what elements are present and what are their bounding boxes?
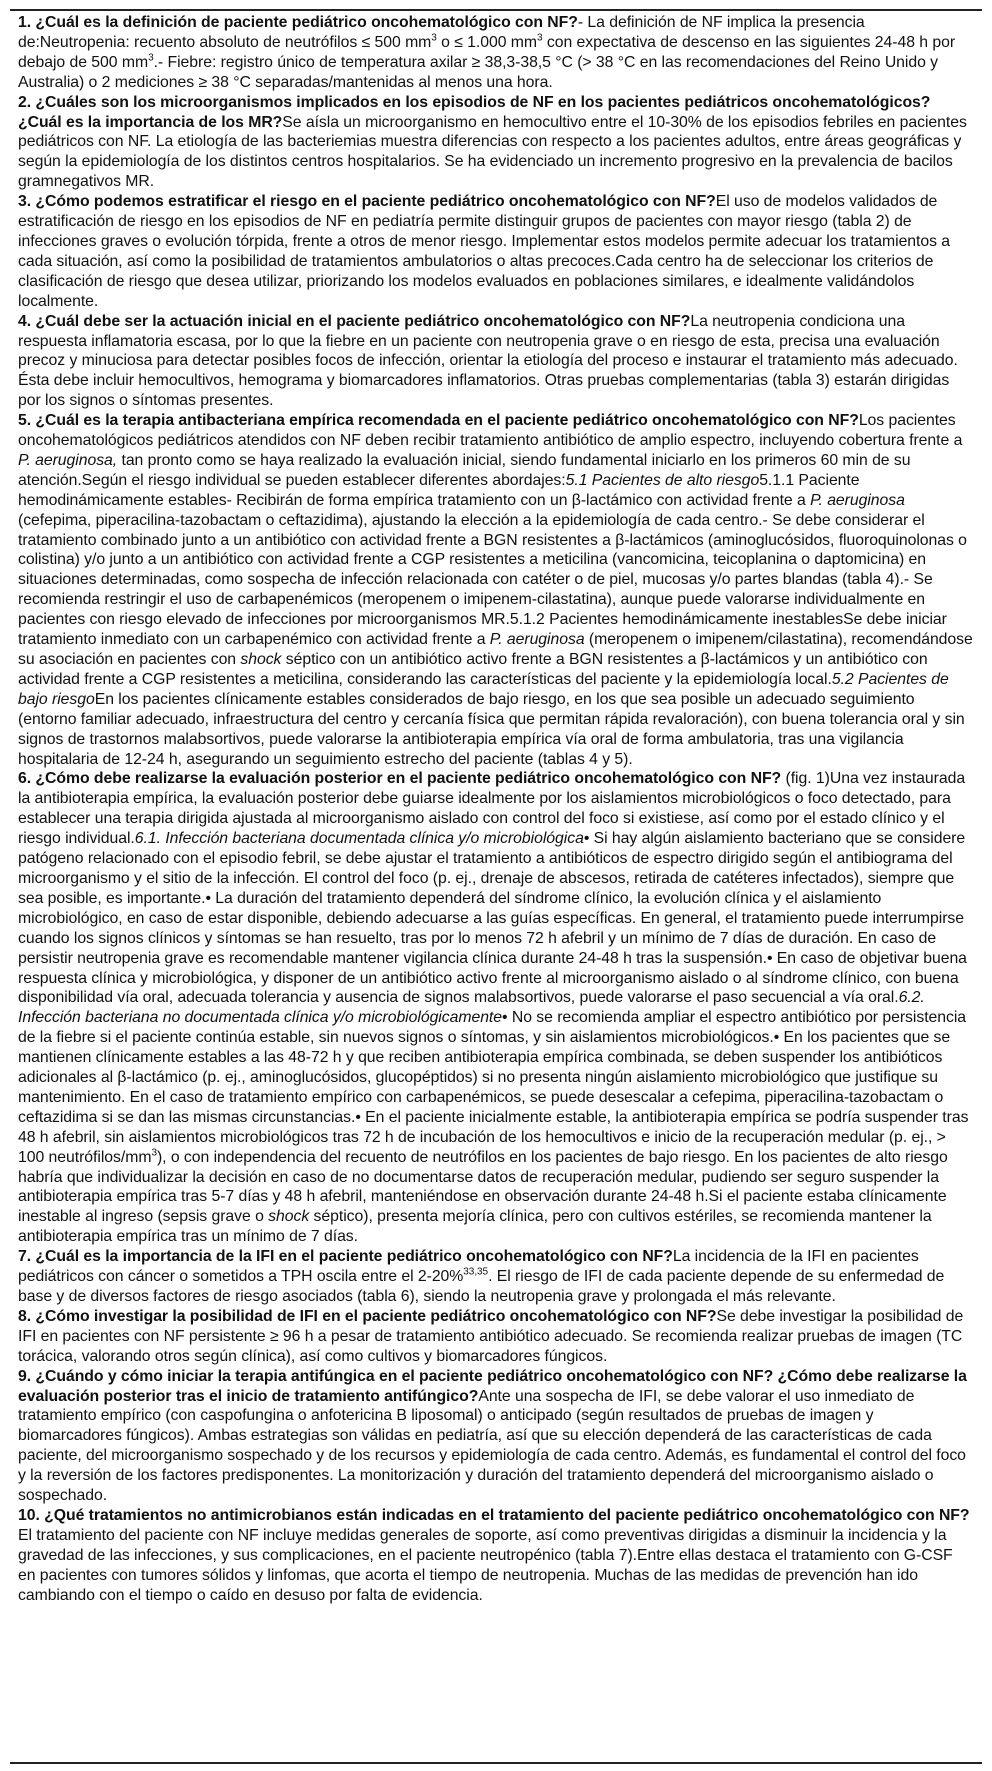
faq-question: 6. ¿Cómo debe realizarse la evaluación posterior en el paciente pediátrico oncohematológico con NF? — [18, 770, 782, 788]
faq-table — [10, 9, 982, 1764]
faq-item — [18, 312, 974, 412]
answer-text: Se debe investigar la posibilidad de IFI en pacientes con NF persistente ≥ 96 h a pesar de tratamiento antibiótico adecuado. Se recomienda realizar pruebas de imagen (TC torácica, valorando otros según clínica), así como cultivos y biomarcadores fúngicos. — [18, 1307, 964, 1365]
faq-item — [18, 13, 974, 93]
answer-text: La incidencia de la IFI en pacientes pediátricos con cáncer o sometidos a TPH oscila entre el 2-20% — [18, 1248, 919, 1286]
answer-italic-text: P. aeruginosa — [810, 491, 905, 509]
faq-question: 7. ¿Cuál es la importancia de la IFI en el paciente pediátrico oncohematológico con NF? — [18, 1248, 673, 1266]
answer-italic-text: 5.2 Pacientes de bajo riesgo — [18, 670, 949, 708]
faq-question: 3. ¿Cómo podemos estratificar el riesgo en el paciente pediátrico oncohematológico con NF? — [18, 193, 716, 211]
answer-text: (fig. 1)Una vez instaurada la antibioterapia empírica, la evaluación posterior debe guiarse idealmente por los aislamientos microbiológicos o foco detectado, para establecer una terapia dirigida ajustada al microorganismo aislado con control del foco si existiese, así como por el estado clínico y el riesgo individual. — [18, 770, 966, 848]
answer-text: .- Fiebre: registro único de temperatura axilar ≥ 38,3-38,5 °C (> 38 °C en las recomendaciones del Reino Unido y Australia) o 2 mediciones ≥ 38 °C separadas/mantenidas al menos una hora. — [18, 53, 939, 91]
answer-text: (cefepima, piperacilina-tazobactam o ceftazidima), ajustando la elección a la epidemiología de cada centro.- Se debe considerar el tratamiento combinado junto a un antibiótico con actividad frente a BGN resistentes a β-lactámicos (aminoglucósidos, fluoroquinolonas o colistina) y/o junto a un antibiótico con actividad frente a CGP resistentes a meticilina (vancomicina, teicoplanina o daptomicina) en situaciones determinadas, como sospecha de infección relacionada con catéter o de piel, mucosas y/o partes blandas (tabla 4).- Se recomienda restringir el uso de carbapenémicos (meropenem o imipenem-cilastatina), aunque puede valorarse individualmente en pacientes con riesgo elevado de infecciones por microorganismos MR.5.1.2 Pacientes hemodinámicamente inestablesSe debe iniciar tratamiento inmediato con un carbapenémico con actividad frente a — [18, 511, 967, 649]
superscript: 3 — [148, 52, 154, 64]
answer-text: tan pronto como se haya realizado la evaluación inicial, siendo fundamental iniciarlo en los primeros 60 min de su atención.Según el riesgo individual se pueden establecer diferentes abordajes: — [18, 451, 911, 489]
faq-item — [18, 1247, 974, 1307]
answer-text: En los pacientes clínicamente estables considerados de bajo riesgo, en los que sea posible un adecuado seguimiento (entorno familiar adecuado, infraestructura del centro y cercanía física que permitan rápida revaloración), con buena tolerancia oral y sin signos de trastornos malabsortivos, puede valorarse la antibioterapia empírica vía oral de forma ambulatoria, tras una vigilancia hospitalaria de 12-24 h, asegurando un seguimiento estrecho del paciente (tablas 4 y 5). — [18, 690, 965, 768]
answer-text: séptico con un antibiótico activo frente a BGN resistentes a β-lactámicos y un antibiótico con actividad frente a CGP resistentes a meticilina, considerando las características del paciente y la epidemiología local. — [18, 651, 928, 688]
answer-italic-text: 6.2. Infección bacteriana no documentada clínica y/o microbiológicamente — [18, 989, 925, 1027]
answer-text: séptico), presenta mejoría clínica, pero con cultivos estériles, se recomienda mantener la antibioterapia empírica tras un mínimo de 7 días. — [18, 1208, 932, 1246]
faq-question: 10. ¿Qué tratamientos no antimicrobianos están indicadas en el tratamiento del paciente pediátrico oncohematológico con NF? — [18, 1506, 970, 1524]
answer-italic-text: P. aeruginosa, — [18, 451, 118, 469]
faq-question: 4. ¿Cuál debe ser la actuación inicial en el paciente pediátrico oncohematológico con NF? — [18, 312, 691, 330]
answer-text: El uso de modelos validados de estratificación de riesgo en los episodios de NF en pediatría permite distinguir grupos de pacientes con mayor riesgo (tabla 2) de infecciones graves o evolución tórpida, frente a otros de menor riesgo. Implementar estos modelos permite adecuar los tratamientos a cada situación, así como la posibilidad de tratamientos ambulatorios o altas precoces.Cada centro ha de seleccionar los criterios de clasificación de riesgo que desea utilizar, priorizando los modelos evaluados en poblaciones similares, e idealmente validándolos localmente. — [18, 193, 951, 310]
faq-question: 9. ¿Cuándo y cómo iniciar la terapia antifúngica en el paciente pediátrico oncohematológico con NF? ¿Cómo debe realizarse la evaluación posterior tras el inicio de tratamiento antifúngico? — [18, 1367, 967, 1405]
faq-item — [18, 1506, 974, 1606]
answer-italic-text: 5.1 Pacientes de alto riesgo — [565, 471, 760, 489]
answer-text: Los pacientes oncohematológicos pediátricos atendidos con NF deben recibir tratamiento antibiótico de amplio espectro, incluyendo cobertura frente a — [18, 412, 963, 450]
answer-text: • Si hay algún aislamiento bacteriano que se considere patógeno relacionado con el episodio febril, se debe ajustar el tratamiento a antibióticos de espectro dirigido según el antibiograma del microorganismo y el sitio de la infección. El control del foco (p. ej., drenaje de abscesos, retirada de catéteres infectados), siempre que sea posible, es importante.• La duración del tratamiento dependerá del síndrome clínico, la evolución clínica y el aislamiento microbiológico, en caso de estar disponible, debiendo adecuarse a las guías específicas. En general, el tratamiento puede interrumpirse cuando los signos clínicos y síntomas se han resuelto, tras por lo menos 72 h afebril y un mínimo de 7 días de duración. En caso de persistir neutropenia grave es recomendable mantener vigilancia clínica durante 24-48 h tras la suspensión.• En caso de objetivar buena respuesta clínica y microbiológica, y disponer de un antibiótico activo frente al microorganismo aislado o al síndrome clínico, con buena disponibilidad vía oral, adecuada tolerancia y ausencia de signos malabsortivos, puede valorarse el paso secuencial a vía oral. — [18, 830, 967, 1007]
answer-text: Se aísla un microorganismo en hemocultivo entre el 10-30% de los episodios febriles en pacientes pediátricos con NF. La etiología de las bacteriemias muestra diferencias con respecto a los pacientes adultos, entre áreas geográficas y según la epidemiología de los distintos centros hospitalarios. Se ha evidenciado un incremento progresivo en la prevalencia de bacilos gramnegativos MR. — [18, 113, 967, 191]
faq-item — [18, 411, 974, 769]
answer-text: - La definición de NF implica la presencia de:Neutropenia: recuento absoluto de neutrófilos ≤ 500 mm — [18, 14, 865, 51]
faq-list — [10, 11, 982, 1606]
superscript: 3 — [537, 32, 543, 44]
answer-text: La neutropenia condiciona una respuesta inflamatoria escasa, por lo que la fiebre en un paciente con neutropenia grave o en riesgo de esta, precisa una evaluación precoz y minuciosa para detectar posibles focos de infección, orientar la etiología del proceso e instaurar el tratamiento más adecuado. Ésta debe incluir hemocultivos, hemograma y biomarcadores inflamatorios. Otras pruebas complementarias (tabla 3) estarán dirigidas por los signos o síntomas presentes. — [18, 312, 958, 410]
superscript: 3 — [151, 1147, 157, 1159]
superscript: 33,35 — [463, 1266, 489, 1278]
faq-question: 1. ¿Cuál es la definición de paciente pediátrico oncohematológico con NF? — [18, 14, 578, 31]
answer-text: ), o con independencia del recuento de neutrófilos en los pacientes de bajo riesgo. En los pacientes de alto riesgo habría que individualizar la decisión en caso de no documentarse datos de recuperación medular, pudiendo ser seguro suspender la antibioterapia empírica tras 5-7 días y 48 h afebril, manteniéndose en observación durante 24-48 h.Si el paciente estaba clínicamente inestable al ingreso (sepsis grave o — [18, 1148, 948, 1226]
faq-item — [18, 93, 974, 193]
faq-item — [18, 1367, 974, 1506]
answer-text: . El riesgo de IFI de cada paciente depende de su enfermedad de base y de diversos factores de riesgo asociados (tabla 6), siendo la neutropenia grave y prolongada el más relevante. — [18, 1268, 945, 1305]
faq-question: 2. ¿Cuáles son los microorganismos implicados en los episodios de NF en los pacientes pediátricos oncohematológicos? ¿Cuál es la importancia de los MR? — [18, 93, 931, 131]
faq-item — [18, 192, 974, 311]
answer-text: Ante una sospecha de IFI, se debe valorar el uso inmediato de tratamiento empírico (con caspofungina o anfotericina B liposomal) o anticipado (según resultados de pruebas de imagen y biomarcadores fúngicos). Ambas estrategias son válidas en pediatría, así que su elección dependerá de las características de cada paciente, del microorganismo sospechado y de los recursos y epidemiología de cada centro. Además, es fundamental el control del foco y la reversión de los factores predisponentes. La monitorización y duración del tratamiento dependerá del microorganismo aislado o sospechado. — [18, 1387, 966, 1505]
answer-italic-text: shock — [268, 1208, 310, 1226]
faq-item — [18, 1307, 974, 1367]
answer-text: con expectativa de descenso en las siguientes 24-48 h por debajo de 500 mm — [18, 33, 956, 71]
answer-text: 5.1.1 Paciente hemodinámicamente estables- Recibirán de forma empírica tratamiento con un β-lactámico con actividad frente a — [18, 471, 860, 509]
answer-italic-text: 6.1. Infección bacteriana documentada clínica y/o microbiológica — [134, 830, 584, 848]
answer-text: • No se recomienda ampliar el espectro antibiótico por persistencia de la fiebre si el paciente continúa estable, sin nuevos signos o síntomas, y sin aislamientos microbiológicos.• En los pacientes que se mantienen clínicamente estables a las 48-72 h y que reciben antibioterapia empírica combinada, se deben suspender los antibióticos adicionales al β-lactámico (p. ej., aminoglucósidos, glucopéptidos) si no presenta ningún aislamiento microbiológico que justifique su mantenimiento. En el caso de tratamiento empírico con carbapenémicos, se puede desescalar a cefepima, piperacilina-tazobactam o ceftazidima si se dan las mismas circunstancias.• En el paciente inicialmente estable, la antibioterapia empírica se podría suspender tras 48 h afebril, sin aislamientos microbiológicos tras 72 h de incubación de los hemocultivos e inicio de la recuperación medular (p. ej., > 100 neutrófilos/mm — [18, 1009, 969, 1166]
answer-italic-text: P. aeruginosa — [489, 631, 585, 649]
faq-question: 5. ¿Cuál es la terapia antibacteriana empírica recomendada en el paciente pediátrico oncohematológico con NF? — [18, 412, 859, 430]
answer-text: o ≤ 1.000 mm — [436, 33, 538, 51]
superscript: 3 — [431, 32, 437, 44]
answer-text: El tratamiento del paciente con NF incluye medidas generales de soporte, así como preventivas dirigidas a disminuir la incidencia y la gravedad de las infecciones, y sus complicaciones, en el paciente neutropénico (tabla 7).Entre ellas destaca el tratamiento con G-CSF en pacientes con tumores sólidos y linfomas, que acorta el tiempo de neutropenia. Muchas de las medidas de prevención han ido cambiando con el tiempo o caído en desuso por falta de evidencia. — [18, 1526, 953, 1604]
answer-text: (meropenem o imipenem/cilastatina), recomendándose su asociación en pacientes con — [18, 631, 973, 668]
faq-item — [18, 769, 974, 1247]
faq-question: 8. ¿Cómo investigar la posibilidad de IFI en el paciente pediátrico oncohematológico con NF? — [18, 1307, 717, 1325]
answer-italic-text: shock — [240, 651, 282, 668]
